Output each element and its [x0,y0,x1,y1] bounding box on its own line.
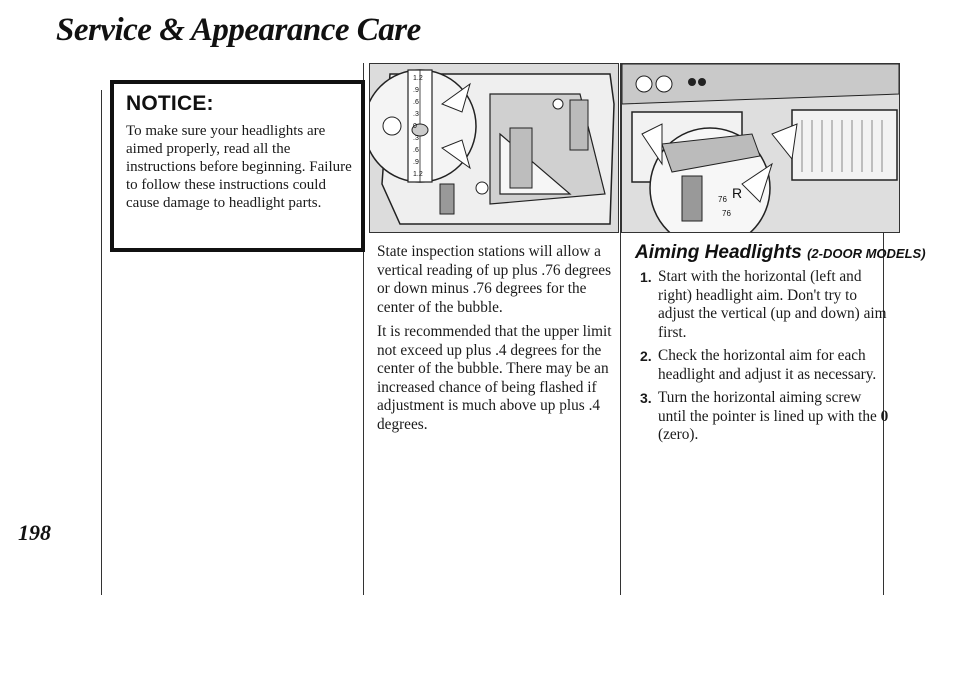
step-zero: 0 [880,407,889,425]
list-item [640,347,890,384]
dial-label: 76 [718,195,727,204]
section-heading [635,242,926,264]
section-heading-text: Aiming Headlights [635,242,802,263]
notice-body: To make sure your headlights are aimed properly, read all the instructions before beginning. Failure to follow these instructions could cause damage to headlight parts. [126,123,352,211]
dial-label: R [732,185,743,201]
headlight-level-illustration [369,63,619,233]
headlight-level-drawing [370,64,618,232]
left-margin-rule [101,90,102,595]
scale-label: .3 [413,111,419,118]
scale-label: 1.2 [413,171,423,178]
step-text: Start with the horizontal (left and right) headlight aim. Don't try to adjust the vertical (up and down) aim first. [658,268,887,341]
scale-label: .6 [413,99,419,106]
paragraph-inspection: State inspection stations will allow a vertical reading of up plus .76 degrees or down minus .76 degrees for the center of the bubble. [377,243,612,316]
scale-label: .3 [413,135,419,142]
section-heading-suffix: (2-DOOR MODELS) [807,246,926,261]
scale-label: .6 [413,147,419,154]
scale-label: .9 [413,159,419,166]
paragraph-recommendation: It is recommended that the upper limit not exceed up plus .4 degrees for the center of the bubble. There may be an increased chance of being flashed if adjustment is much above up plus .4 degrees. [377,323,612,433]
step-number: 2. [640,348,652,364]
page-title: Service & Appearance Care [56,12,421,48]
headlight-aim-illustration [621,63,900,233]
scale-label: 1.2 [413,75,423,82]
list-item [640,389,890,445]
scale-label: .9 [413,87,419,94]
step-text: Turn the horizontal aiming screw until the pointer is lined up with the [658,389,877,425]
scale-label: 0 [413,123,417,130]
step-text-after: (zero). [658,426,699,443]
headlight-aim-drawing [622,64,899,232]
step-text: Check the horizontal aim for each headlight and adjust it as necessary. [658,347,877,383]
step-number: 3. [640,390,652,406]
aiming-steps [640,268,890,450]
page-number: 198 [18,520,51,545]
notice-heading: NOTICE: [126,92,214,115]
list-item [640,268,890,342]
dial-label: 76 [722,209,731,218]
middle-column-text [377,243,613,440]
notice-box [110,80,365,252]
step-number: 1. [640,269,652,285]
